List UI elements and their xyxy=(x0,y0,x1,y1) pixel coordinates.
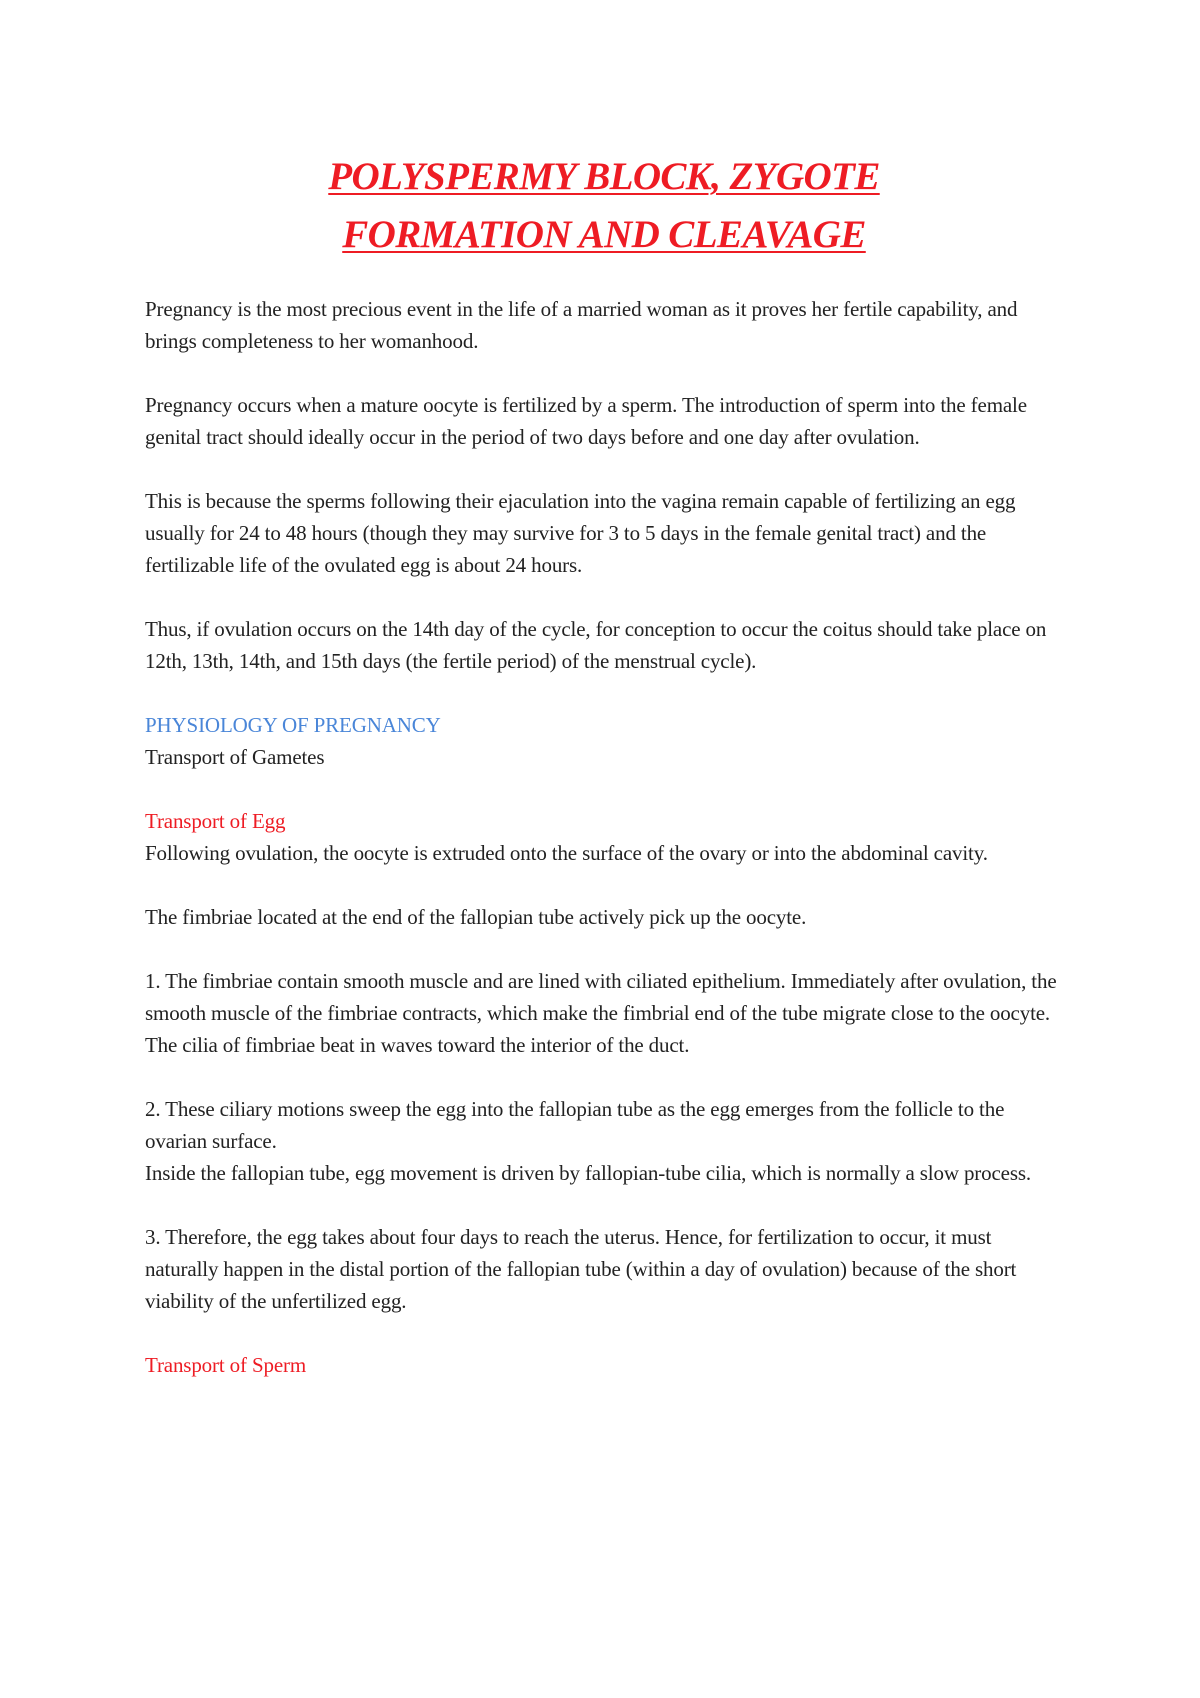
list-item-3: 3. Therefore, the egg takes about four days to reach the uterus. Hence, for fertilization to occur, it must naturally happen in the distal portion of the fallopian tube (within a day of ovulation) because of the short viability of the unfertilized egg. xyxy=(145,1225,1017,1313)
paragraph-sperm-viability: This is because the sperms following their ejaculation into the vagina remain capable of fertilizing an egg usually for 24 to 48 hours (though they may survive for 3 to 5 days in the female genital tract) and the fertilizable life of the ovulated egg is about 24 hours. xyxy=(145,489,1016,577)
paragraph-pregnancy-intro: Pregnancy is the most precious event in the life of a married woman as it proves her fertile capability, and brings completeness to her womanhood. xyxy=(145,297,1018,353)
paragraph-egg-intro: Following ovulation, the oocyte is extruded onto the surface of the ovary or into the abdominal cavity. xyxy=(145,841,988,865)
paragraph-fimbriae: The fimbriae located at the end of the fallopian tube actively pick up the oocyte. xyxy=(145,905,807,929)
document-title xyxy=(145,148,1063,264)
title-line-1: POLYSPERMY BLOCK, ZYGOTE xyxy=(328,155,880,198)
document-body xyxy=(145,293,1065,1381)
list-item-1-continued: The cilia of fimbriae beat in waves toward the interior of the duct. xyxy=(145,1033,690,1057)
heading-physiology-of-pregnancy: PHYSIOLOGY OF PREGNANCY xyxy=(145,713,441,737)
subheading-transport-of-gametes: Transport of Gametes xyxy=(145,745,325,769)
paragraph-fertile-period: Thus, if ovulation occurs on the 14th day of the cycle, for conception to occur the coitus should take place on 12th, 13th, 14th, and 15th days (the fertile period) of the menstrual cycle). xyxy=(145,617,1047,673)
list-item-1: 1. The fimbriae contain smooth muscle and are lined with ciliated epithelium. Immediately after ovulation, the smooth muscle of the fimbriae contracts, which make the fimbrial end of the tube migrate close to the oocyte. xyxy=(145,969,1057,1025)
title-line-2: FORMATION AND CLEAVAGE xyxy=(342,213,866,256)
heading-transport-of-sperm: Transport of Sperm xyxy=(145,1353,307,1377)
heading-transport-of-egg: Transport of Egg xyxy=(145,809,286,833)
paragraph-pregnancy-occurs: Pregnancy occurs when a mature oocyte is fertilized by a sperm. The introduction of sperm into the female genital tract should ideally occur in the period of two days before and one day after ovulation. xyxy=(145,393,1027,449)
list-item-2: 2. These ciliary motions sweep the egg into the fallopian tube as the egg emerges from the follicle to the ovarian surface. xyxy=(145,1097,1005,1153)
list-item-2-continued: Inside the fallopian tube, egg movement is driven by fallopian-tube cilia, which is normally a slow process. xyxy=(145,1161,1031,1185)
